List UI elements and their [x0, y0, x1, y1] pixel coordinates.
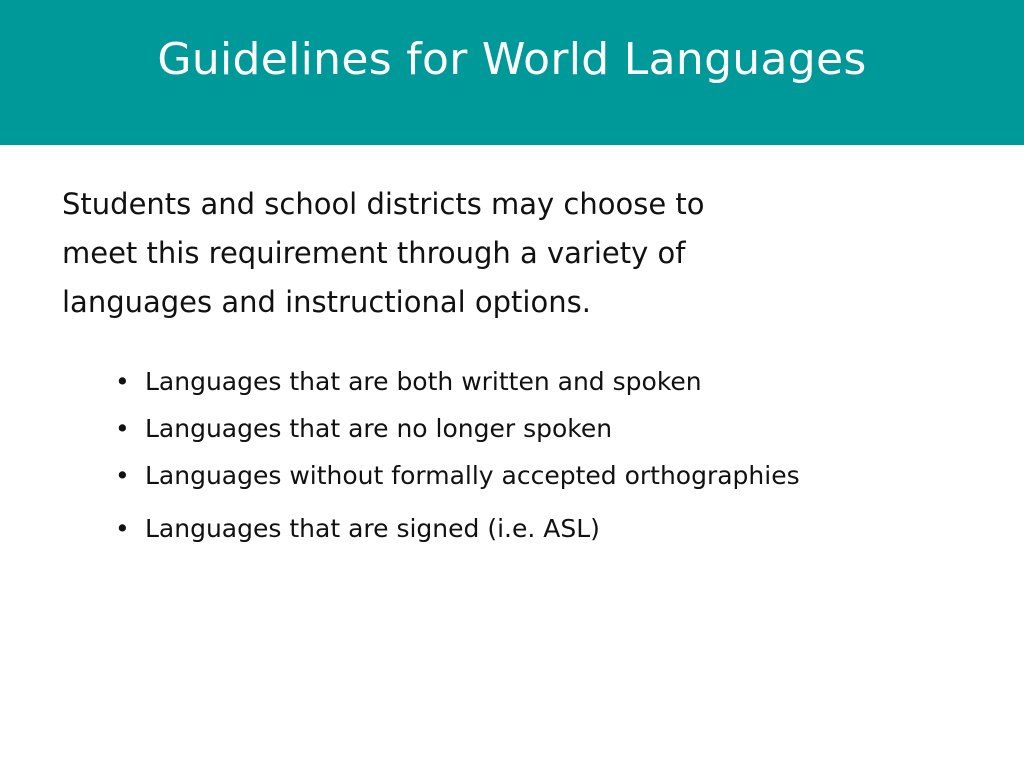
- intro-paragraph: [62, 180, 842, 327]
- intro-line: languages and instructional options.: [62, 285, 591, 319]
- intro-line: meet this requirement through a variety of: [62, 236, 686, 270]
- bullet-text: Languages that are no longer spoken: [145, 414, 613, 443]
- bullet-text: Languages without formally accepted orthographies: [145, 461, 800, 490]
- bullet-dot-icon: •: [115, 514, 130, 543]
- bullet-dot-icon: •: [115, 414, 130, 443]
- bullet-item: [115, 362, 995, 409]
- bullet-list: [115, 362, 995, 556]
- title-bar: [0, 0, 1024, 145]
- bullet-dot-icon: •: [115, 367, 130, 396]
- bullet-text: Languages that are signed (i.e. ASL): [145, 514, 600, 543]
- intro-line: Students and school districts may choose to: [62, 187, 705, 221]
- bullet-item: [115, 409, 995, 456]
- slide-title: Guidelines for World Languages: [157, 34, 867, 85]
- bullet-text: Languages that are both written and spoken: [145, 367, 702, 396]
- bullet-dot-icon: •: [115, 461, 130, 490]
- bullet-item: [115, 509, 995, 556]
- bullet-item: [115, 456, 995, 503]
